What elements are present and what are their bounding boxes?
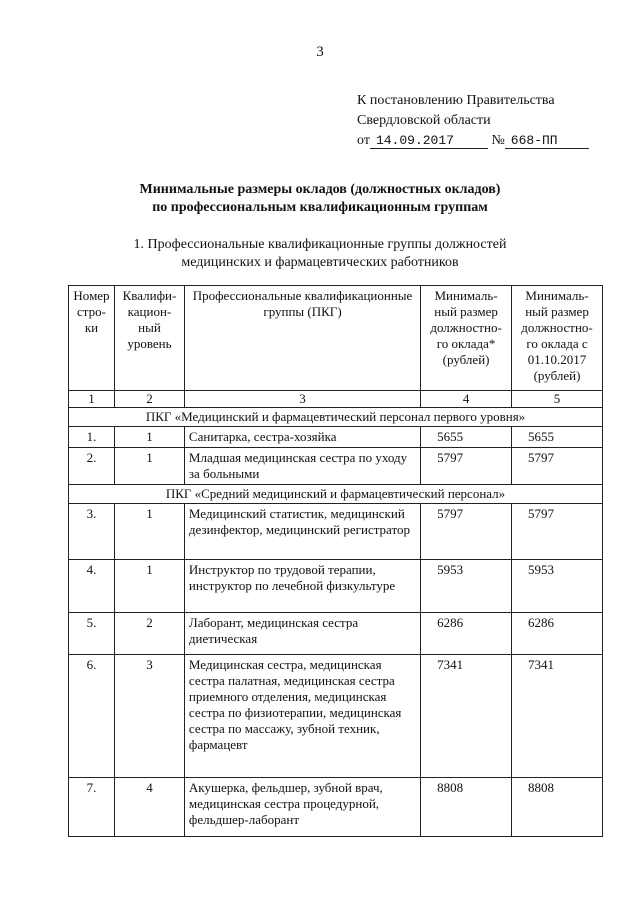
- salary-table: [68, 285, 603, 837]
- row-level: 4: [114, 778, 184, 837]
- table-row: [69, 655, 603, 778]
- row-level: 1: [114, 427, 184, 448]
- table-row: [69, 448, 603, 485]
- table-row: [69, 560, 603, 613]
- header-min-salary-new: Минималь- ный размер должностно- го оклада с 01.10.2017 (рублей): [512, 286, 603, 391]
- row-salary: 7341: [421, 655, 512, 778]
- row-salary-new: 8808: [512, 778, 603, 837]
- row-salary: 5797: [421, 504, 512, 560]
- title-line-2: по профессиональным квалификационным группам: [152, 200, 488, 215]
- row-number: 3.: [69, 504, 115, 560]
- table-row: [69, 613, 603, 655]
- section-line-2: медицинских и фармацевтических работников: [181, 255, 459, 270]
- row-salary: 5953: [421, 560, 512, 613]
- appendix-line-1: К постановлению Правительства: [357, 93, 555, 108]
- row-position-name: Младшая медицинская сестра по уходу за больными: [184, 448, 420, 485]
- row-salary-new: 6286: [512, 613, 603, 655]
- table-header-row: [69, 286, 603, 391]
- document-title: [0, 181, 640, 217]
- section-title: [0, 236, 640, 272]
- date-value: 14.09.2017: [375, 133, 454, 148]
- row-salary-new: 7341: [512, 655, 603, 778]
- page-number: 3: [316, 44, 324, 60]
- column-number: 5: [512, 391, 603, 408]
- row-salary: 5797: [421, 448, 512, 485]
- header-qualification-level: Квалифи- кацион- ный уровень: [114, 286, 184, 391]
- column-number: 3: [184, 391, 420, 408]
- row-position-name: Акушерка, фельдшер, зубной врач, медицинская сестра процедурной, фельдшер-лаборант: [184, 778, 420, 837]
- group-header-1: ПКГ «Медицинский и фармацевтический персонал первого уровня»: [69, 408, 603, 427]
- header-min-salary: Минималь- ный размер должностно- го оклада* (рублей): [421, 286, 512, 391]
- row-level: 1: [114, 504, 184, 560]
- column-number: 4: [421, 391, 512, 408]
- row-salary: 6286: [421, 613, 512, 655]
- row-level: 3: [114, 655, 184, 778]
- group-header-2: ПКГ «Средний медицинский и фармацевтический персонал»: [69, 485, 603, 504]
- table-row: [69, 504, 603, 560]
- row-number: 2.: [69, 448, 115, 485]
- header-professional-group: Профессиональные квалификационные группы (ПКГ): [184, 286, 420, 391]
- title-line-1: Минимальные размеры окладов (должностных окладов): [139, 182, 501, 197]
- appendix-date-line: [357, 131, 589, 151]
- date-prefix: от: [357, 133, 370, 148]
- column-number: 1: [69, 391, 115, 408]
- row-position-name: Лаборант, медицинская сестра диетическая: [184, 613, 420, 655]
- row-position-name: Медицинская сестра, медицинская сестра палатная, медицинская сестра приемного отделения, медицинская сестра по физиотерапии, медицинская сестра по массажу, зубной техник, фармацевт: [184, 655, 420, 778]
- row-salary-new: 5655: [512, 427, 603, 448]
- column-numbers-row: [69, 391, 603, 408]
- date-field: [370, 133, 488, 149]
- row-salary: 8808: [421, 778, 512, 837]
- table-row: [69, 427, 603, 448]
- row-salary-new: 5953: [512, 560, 603, 613]
- row-salary-new: 5797: [512, 448, 603, 485]
- column-number: 2: [114, 391, 184, 408]
- row-position-name: Инструктор по трудовой терапии, инструктор по лечебной физкультуре: [184, 560, 420, 613]
- row-number: 6.: [69, 655, 115, 778]
- row-level: 1: [114, 448, 184, 485]
- row-salary-new: 5797: [512, 504, 603, 560]
- group-header-row: [69, 408, 603, 427]
- row-number: 5.: [69, 613, 115, 655]
- row-number: 1.: [69, 427, 115, 448]
- row-position-name: Медицинский статистик, медицинский дезинфектор, медицинский регистратор: [184, 504, 420, 560]
- appendix-block: [357, 91, 589, 151]
- row-salary: 5655: [421, 427, 512, 448]
- section-line-1: 1. Профессиональные квалификационные группы должностей: [133, 237, 507, 252]
- header-row-number: Номер стро- ки: [69, 286, 115, 391]
- row-level: 2: [114, 613, 184, 655]
- number-value: 668-ПП: [510, 133, 558, 148]
- row-number: 4.: [69, 560, 115, 613]
- row-number: 7.: [69, 778, 115, 837]
- table-row: [69, 778, 603, 837]
- appendix-line-2: Свердловской области: [357, 113, 491, 128]
- number-field: [505, 133, 589, 149]
- row-level: 1: [114, 560, 184, 613]
- group-header-row: [69, 485, 603, 504]
- number-prefix: №: [491, 133, 505, 148]
- row-position-name: Санитарка, сестра-хозяйка: [184, 427, 420, 448]
